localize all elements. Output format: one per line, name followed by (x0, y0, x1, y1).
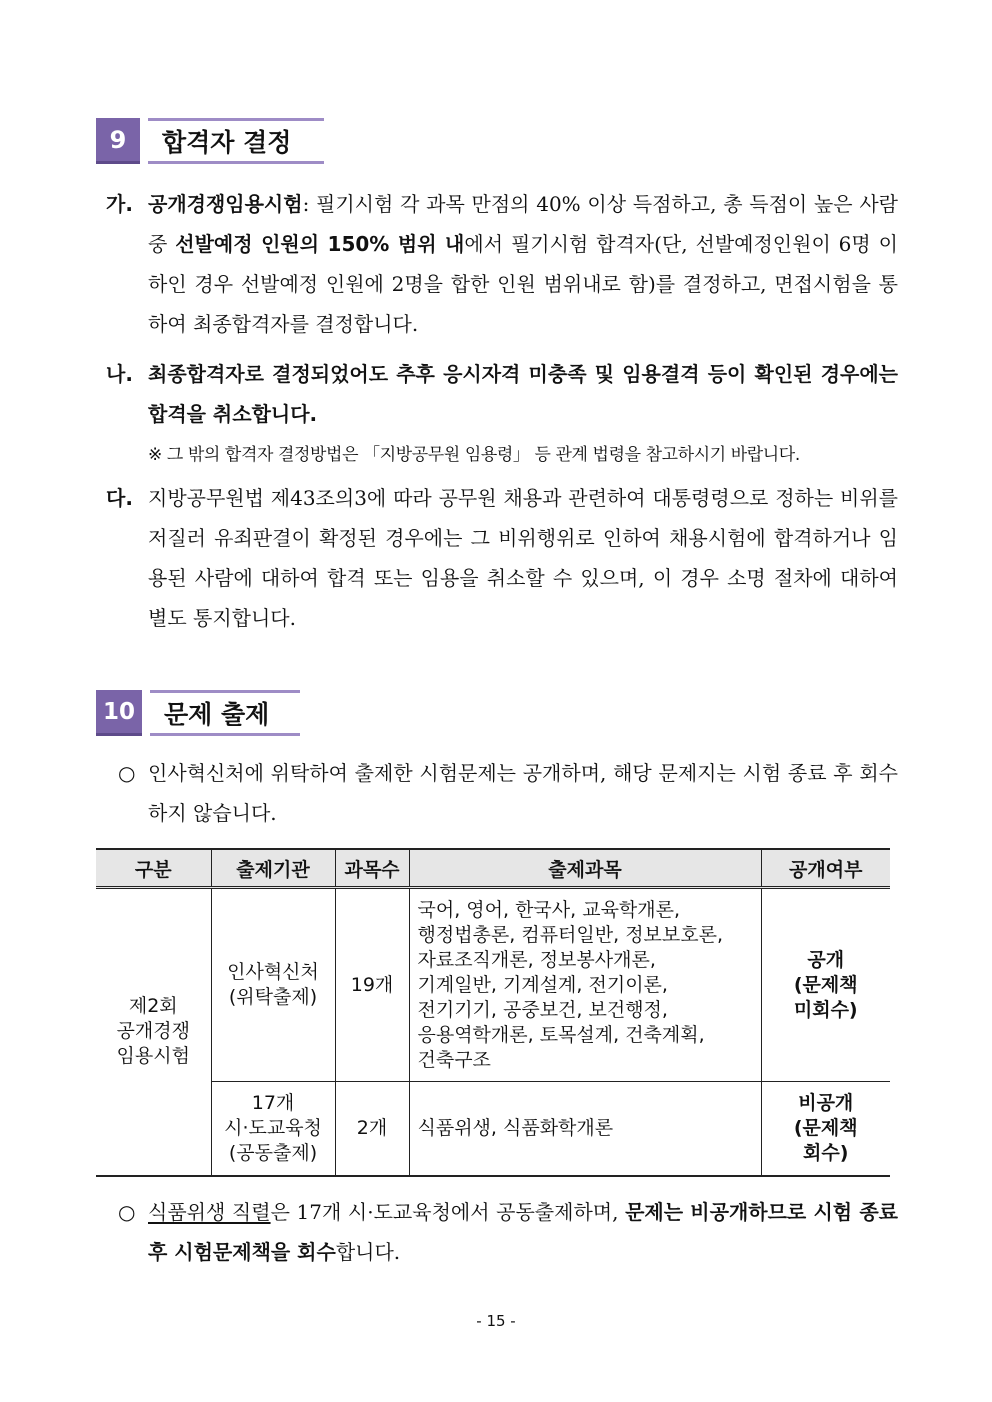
agency-cell (211, 1082, 335, 1176)
bullet-2-text (148, 1192, 898, 1272)
bullet-2-bold: 문제는 비공개하므로 시험 종료 후 시험문제책을 회수 (148, 1200, 898, 1264)
category-cell (96, 888, 211, 1176)
bullet-1-text: 인사혁신처에 위탁하여 출제한 시험문제는 공개하며, 해당 문제지는 시험 종료 후 회수 하지 않습니다. (148, 761, 898, 825)
table-row (96, 1082, 890, 1176)
subject-line: 식품위생, 식품화학개론 (417, 1116, 614, 1139)
section-10-title: 문제 출제 (150, 690, 300, 736)
table-row (96, 888, 890, 1082)
agency-line: (공동출제) (228, 1141, 318, 1164)
header-category: 구분 (96, 849, 211, 888)
header-subjects: 출제과목 (409, 849, 761, 888)
disclosure-line: (문제책 (793, 1116, 858, 1139)
item-da (106, 478, 898, 638)
item-ga (106, 184, 898, 344)
count-cell: 19개 (335, 888, 409, 1082)
agency-line: 시·도교육청 (224, 1116, 322, 1139)
category-line: 제2회 (128, 995, 178, 1018)
bullet-1-symbol: ○ (118, 761, 136, 785)
disclosure-line: 비공개 (798, 1091, 854, 1114)
bullet-2-underlined: 식품위생 직렬 (148, 1200, 271, 1224)
header-disclosure: 공개여부 (761, 849, 890, 888)
item-ga-bold: 선발예정 인원의 150% 범위 내 (175, 232, 465, 256)
subjects-cell (409, 1082, 761, 1176)
agency-line: 인사혁신처 (227, 961, 319, 983)
subject-line: 기계일반, 기계설계, 전기이론, (417, 973, 668, 996)
disclosure-cell (761, 888, 890, 1082)
category-line: 임용시험 (116, 1045, 190, 1068)
section-9-number: 9 (96, 118, 140, 164)
item-ga-text1: : 필기시험 각 과목 만점의 40% 이상 득점하고, 총 득점이 높은 사람 중 (148, 192, 898, 256)
header-agency: 출제기관 (211, 849, 335, 888)
bullet-2-text2: 합니다. (335, 1240, 401, 1264)
item-da-marker: 다. (106, 486, 133, 510)
subject-line: 응용역학개론, 토목설계, 건축계획, (417, 1023, 705, 1046)
section-10-number: 10 (96, 690, 142, 736)
disclosure-cell (761, 1082, 890, 1176)
disclosure-line: 회수) (803, 1141, 849, 1164)
item-ga-text (148, 184, 898, 344)
table-header-row (96, 849, 890, 888)
disclosure-line: 공개 (807, 948, 845, 971)
bullet-2-text1: 은 17개 시·도교육청에서 공동출제하며, (270, 1200, 626, 1224)
item-na-text: 최종합격자로 결정되었어도 추후 응시자격 미충족 및 임용결격 등이 확인된 경우에는 합격을 취소합니다. (148, 362, 898, 426)
category-line: 공개경쟁 (116, 1020, 190, 1043)
disclosure-line: (문제책 (793, 973, 858, 996)
disclosure-line: 미회수) (793, 998, 858, 1021)
section-9-title: 합격자 결정 (148, 118, 324, 164)
subject-line: 국어, 영어, 한국사, 교육학개론, (417, 898, 681, 921)
subject-line: 행정법총론, 컴퓨터일반, 정보보호론, (417, 923, 724, 946)
item-na (106, 354, 898, 434)
agency-cell (211, 888, 335, 1082)
subject-line: 건축구조 (417, 1048, 491, 1071)
subjects-cell (409, 888, 761, 1082)
header-count: 과목수 (335, 849, 409, 888)
item-na-marker: 나. (106, 362, 133, 386)
bullet-2-symbol: ○ (118, 1200, 136, 1224)
count-cell: 2개 (335, 1082, 409, 1176)
agency-line: (위탁출제) (228, 986, 318, 1008)
agency-line: 17개 (251, 1091, 295, 1114)
item-ga-marker: 가. (106, 192, 133, 216)
exam-table (96, 848, 890, 1177)
page-number: - 15 - (476, 1312, 516, 1330)
subject-line: 자료조직개론, 정보봉사개론, (417, 948, 656, 971)
item-na-note: ※ 그 밖의 합격자 결정방법은 「지방공무원 임용령」 등 관계 법령을 참고하시기 바랍니다. (148, 445, 800, 465)
item-da-text: 지방공무원법 제43조의3에 따라 공무원 채용과 관련하여 대통령령으로 정하는 비위를 저질러 유죄판결이 확정된 경우에는 그 비위행위로 인하여 채용시험에 합격하거나 임용된 사람에 대하여 합격 또는 임용을 취소할 수 있으며, 이 경우 소명 절차에 대하여 별도 통지합니다. (148, 486, 898, 630)
item-ga-text2: 에서 필기시험 합격자(단, 선발예정인원이 6명 이하인 경우 선발예정 인원에 2명을 합한 인원 범위내로 함)를 결정하고, 면접시험을 통하여 최종합격자를 결정합니다. (148, 232, 898, 336)
subject-line: 전기기기, 공중보건, 보건행정, (417, 998, 668, 1021)
item-ga-lead: 공개경쟁임용시험 (148, 192, 303, 216)
